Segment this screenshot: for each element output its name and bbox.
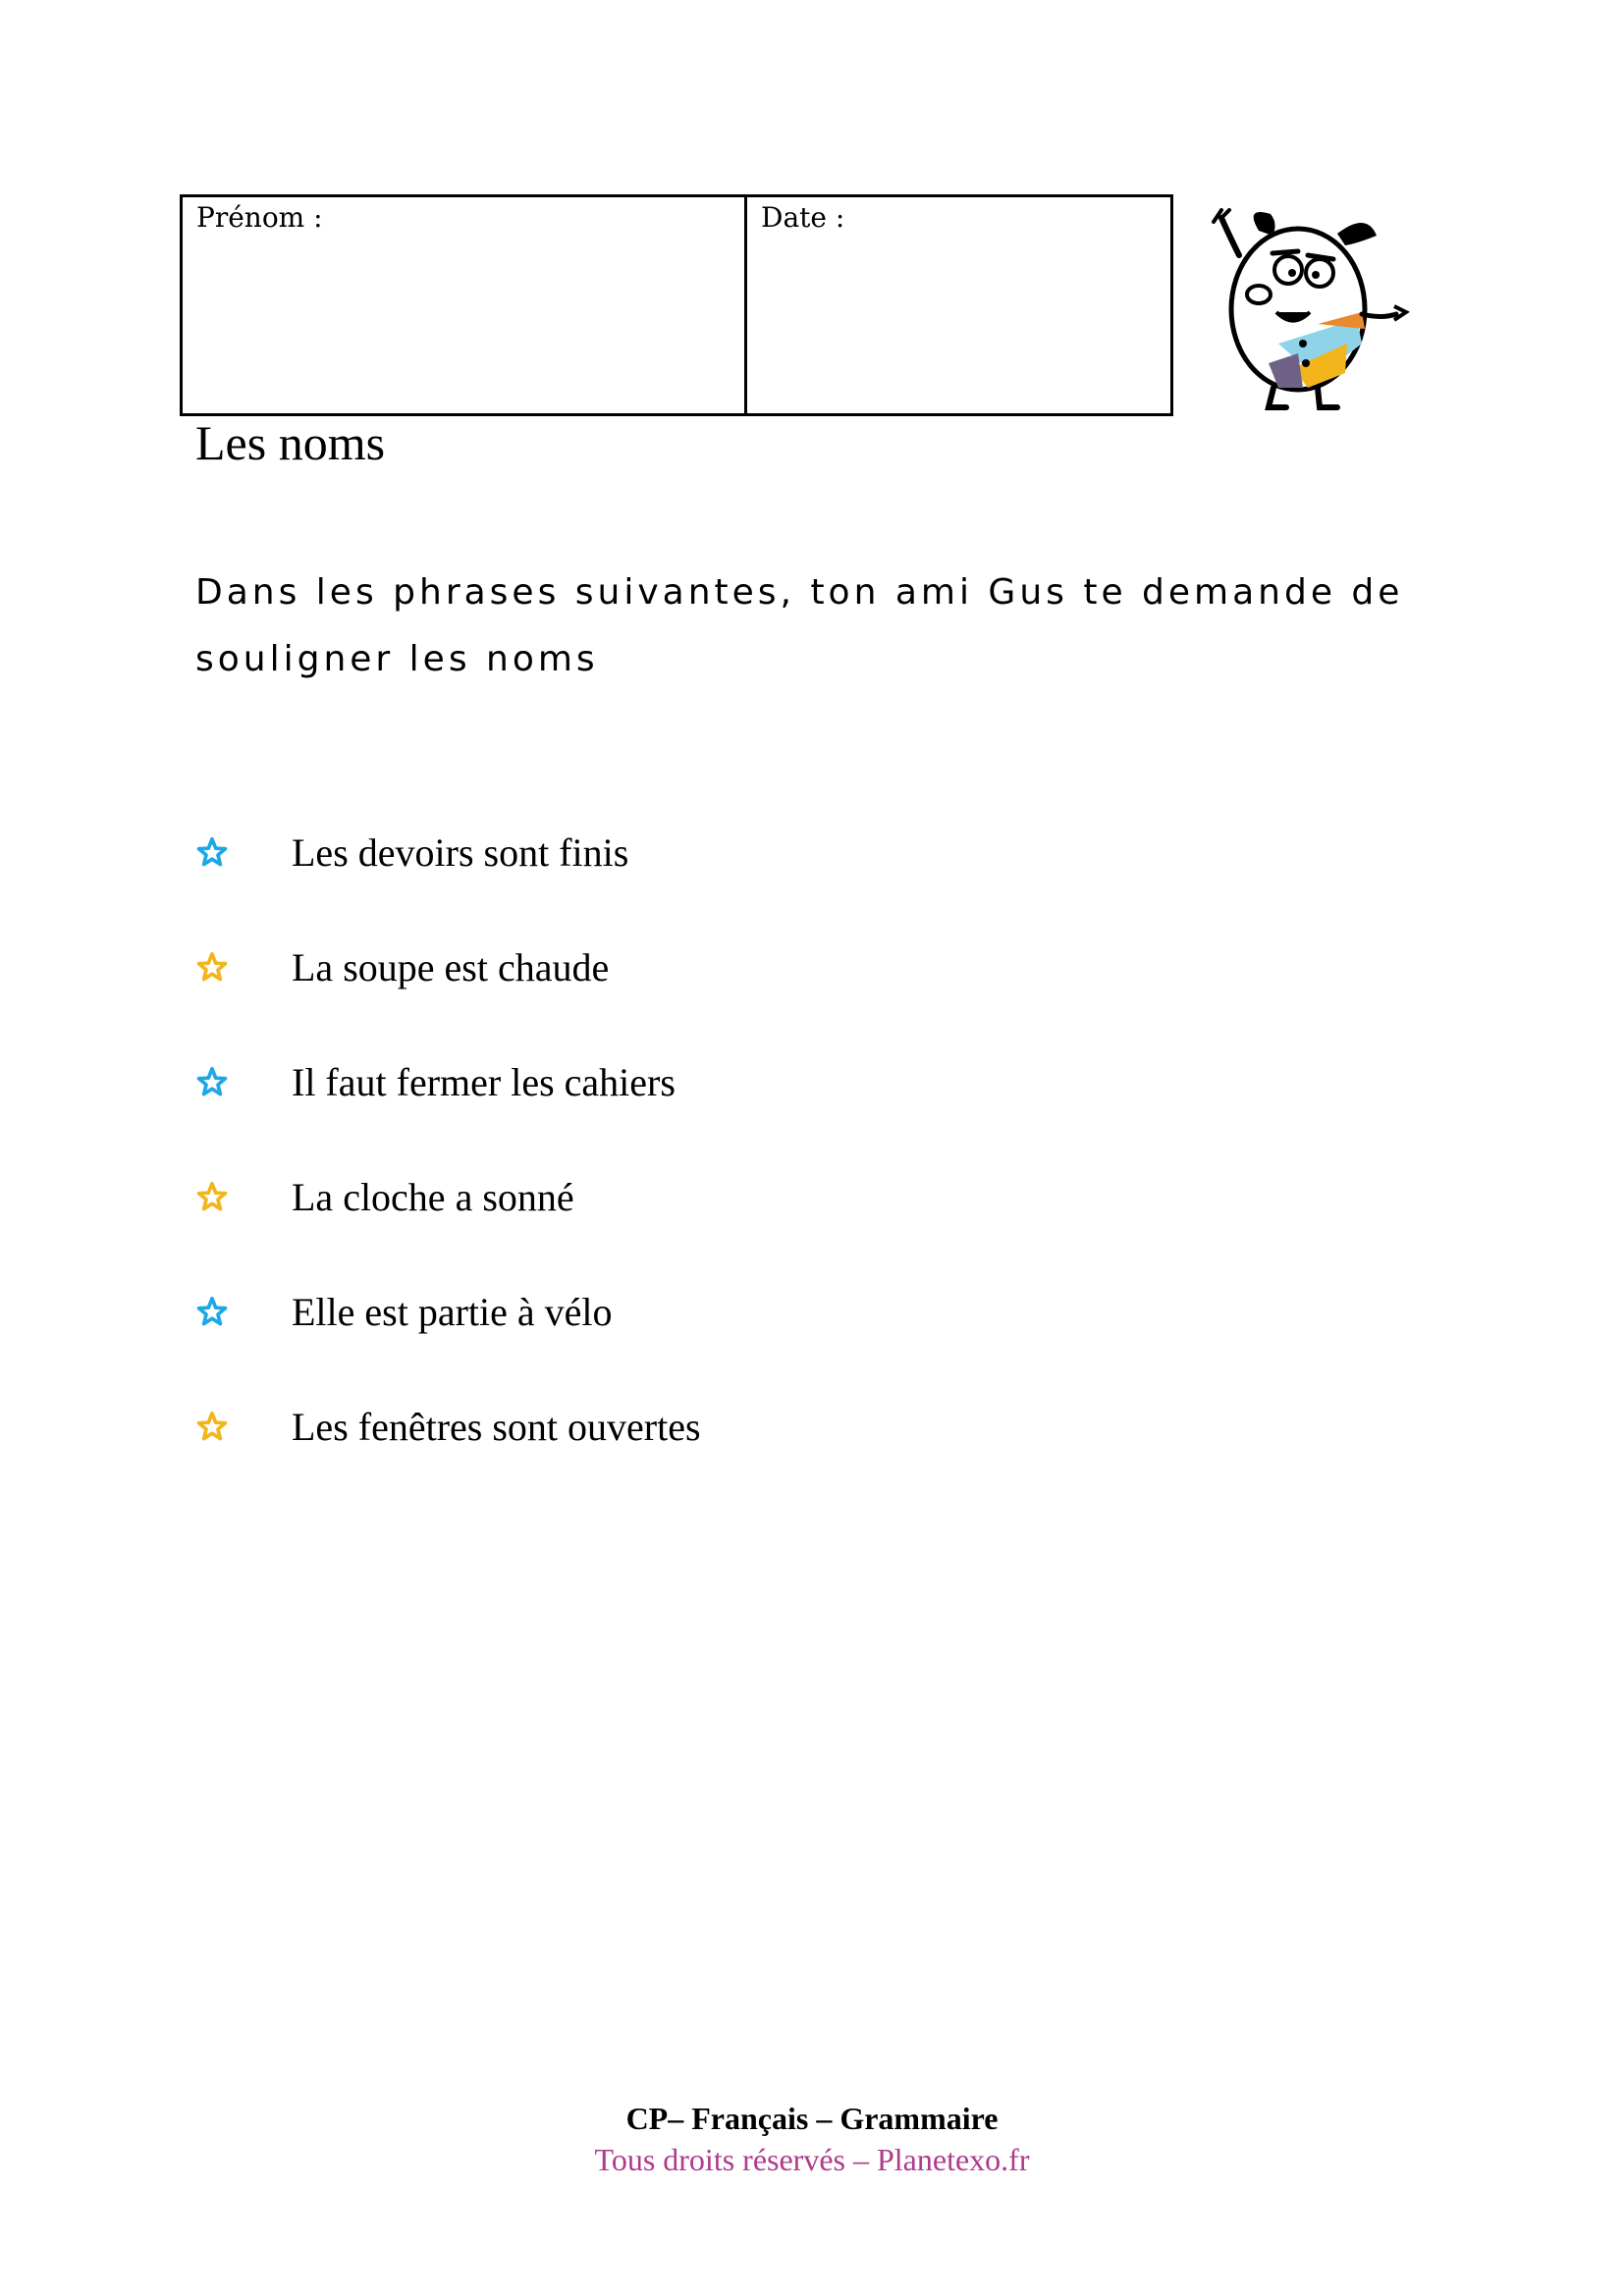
date-label: Date :	[761, 201, 845, 234]
blue-star-icon	[195, 1066, 229, 1099]
list-item	[195, 1369, 701, 1484]
list-item	[195, 1255, 701, 1369]
list-item	[195, 910, 701, 1025]
name-date-box	[180, 194, 1173, 416]
footer-subject: CP– Français – Grammaire	[625, 2101, 999, 2136]
list-item	[195, 795, 701, 910]
page-title: Les noms	[195, 415, 386, 470]
yellow-star-icon	[195, 1411, 229, 1444]
footer-rights: Tous droits réservés – Planetexo.fr	[594, 2142, 1030, 2177]
sentence-text: Elle est partie à vélo	[292, 1290, 613, 1334]
prenom-field[interactable]	[183, 197, 747, 413]
yellow-star-icon	[195, 951, 229, 985]
sentence-text: Il faut fermer les cahiers	[292, 1060, 676, 1104]
date-field[interactable]	[747, 197, 1170, 413]
gus-mascot-icon	[1200, 196, 1416, 417]
blue-star-icon	[195, 836, 229, 870]
blue-star-icon	[195, 1296, 229, 1329]
instructions: Dans les phrases suivantes, ton ami Gus te demande de souligner les noms	[195, 572, 1404, 679]
list-item	[195, 1025, 701, 1140]
prenom-label: Prénom :	[196, 201, 323, 234]
sentence-text: Les fenêtres sont ouvertes	[292, 1405, 701, 1449]
sentence-text: La cloche a sonné	[292, 1175, 574, 1219]
sentence-list	[195, 795, 701, 1484]
sentence-text: La soupe est chaude	[292, 945, 610, 989]
list-item	[195, 1140, 701, 1255]
yellow-star-icon	[195, 1181, 229, 1214]
sentence-text: Les devoirs sont finis	[292, 830, 629, 875]
